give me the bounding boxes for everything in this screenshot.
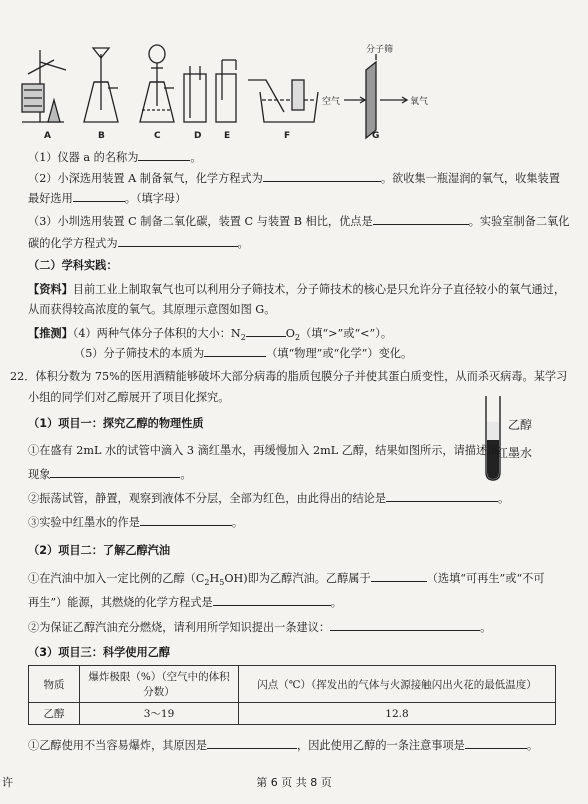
corner-mark: 许 <box>2 776 13 789</box>
project-1-q1-line2: 现象 。 <box>28 468 192 481</box>
question-4: 【推测】（4）两种气体分子体积的大小：$N_2$ $O_2$（填“>”或“<”）。 <box>28 327 393 343</box>
question-5: （5）分子筛技术的本质为 （填“物理”或“化学”）变化。 <box>74 347 413 360</box>
answer-blank[interactable] <box>386 490 498 502</box>
material-line2: 从而获得较高浓度的氧气。其原理示意图如图 G。 <box>28 303 276 316</box>
table-cell: 12.8 <box>239 703 556 725</box>
answer-blank[interactable] <box>207 737 297 749</box>
figure-label-c: C <box>154 131 161 141</box>
answer-blank[interactable] <box>330 619 480 631</box>
table-header: 爆炸极限（%）（空气中的体积分数） <box>80 666 239 703</box>
project-3-title: （3）项目三：科学使用乙醇 <box>28 646 171 659</box>
red-ink-label: 红墨水 <box>496 446 533 460</box>
answer-blank[interactable] <box>371 570 427 582</box>
table-header: 闪点（℃）（挥发出的气体与火源接触闪出火花的最低温度） <box>239 666 556 703</box>
answer-blank[interactable] <box>246 325 286 337</box>
answer-blank[interactable] <box>263 170 381 182</box>
project-2-q1-line1: ①在汽油中加入一定比例的乙醇$(C_2H_5OH)$即为乙醇汽油。乙醇属于 （选填“可再生”或“不可 <box>28 572 545 588</box>
answer-blank[interactable] <box>118 235 238 247</box>
project-1-q1-line1: ①在盛有 2mL 水的试管中滴入 3 滴红墨水，再缓慢加入 2mL 乙醇，结果如图所示，请描述该 <box>28 444 499 457</box>
question-2-line1: （2）小深选用装置 A 制备氧气，化学方程式为 。欲收集一瓶湿润的氧气，收集装置 <box>28 172 560 185</box>
question-22-intro-line1: 22．体积分数为 75%的医用酒精能够破坏大部分病毒的脂质包膜分子并使其蛋白质变性，从而杀灭病毒。某学习 <box>10 370 568 383</box>
figure-label-f: F <box>284 131 291 141</box>
table-cell: 乙醇 <box>29 703 80 725</box>
question-3-line1: （3）小圳选用装置 C 制备二氧化碳，装置 C 与装置 B 相比，优点是 。实验室制备二氧化 <box>28 215 570 228</box>
answer-blank[interactable] <box>50 466 180 478</box>
project-3-q1: ①乙醇使用不当容易爆炸，其原因是 ，因此使用乙醇的一条注意事项是 。 <box>28 739 539 752</box>
project-2-q2: ②为保证乙醇汽油充分燃烧，请利用所学知识提出一条建议： 。 <box>28 621 492 634</box>
answer-blank[interactable] <box>373 213 469 225</box>
ethanol-label: 乙醇 <box>508 418 533 432</box>
figure-label-b: B <box>98 131 105 141</box>
answer-blank[interactable] <box>213 594 331 606</box>
question-1: （1）仪器 a 的名称为 。 <box>28 151 202 164</box>
answer-blank[interactable] <box>465 737 527 749</box>
table-row <box>29 703 556 725</box>
answer-blank[interactable] <box>73 190 125 202</box>
oxygen-label: 氧气 <box>410 97 429 107</box>
table-header: 物质 <box>29 666 80 703</box>
sieve-label: 分子筛 <box>366 45 394 55</box>
project-1-q3: ③实验中红墨水的作是 。 <box>28 516 244 529</box>
figure-label-g: G <box>372 131 380 141</box>
project-2-title: （2）项目二：了解乙醇汽油 <box>28 544 171 557</box>
answer-blank[interactable] <box>138 149 190 161</box>
project-1-q2: ②振荡试管，静置，观察到液体不分层，全部为红色，由此得出的结论是 。 <box>28 492 510 505</box>
answer-blank[interactable] <box>140 514 232 526</box>
ethanol-data-table <box>28 665 556 725</box>
figure-label-e: E <box>224 131 231 141</box>
project-1-title: （1）项目一：探究乙醇的物理性质 <box>28 417 204 430</box>
page-footer: 第 6 页 共 8 页 <box>256 776 332 789</box>
figure-label-a: A <box>44 131 51 141</box>
answer-blank[interactable] <box>204 345 266 357</box>
test-tube-illustration <box>480 394 510 484</box>
figure-label-d: D <box>194 131 202 141</box>
apparatus-drawing <box>14 40 444 145</box>
question-3-line2: 碳的化学方程式为 。 <box>28 237 249 250</box>
table-header-row <box>29 666 556 703</box>
apparatus-figure <box>14 40 444 145</box>
question-22-intro-line2: 小组的同学们对乙醇展开了项目化探究。 <box>28 391 230 404</box>
air-label: 空气 <box>322 97 341 107</box>
table-cell: 3～19 <box>80 703 239 725</box>
material-line1: 【资料】目前工业上制取氧气也可以利用分子筛技术，分子筛技术的核心是只允许分子直径较小的氧气通过， <box>28 283 566 296</box>
project-2-q1-line2: 再生”）能源，其燃烧的化学方程式是 。 <box>28 596 342 609</box>
section-2-title: （二）学科实践： <box>28 259 118 272</box>
question-2-line2: 最好选用 。（填字母） <box>28 192 187 205</box>
